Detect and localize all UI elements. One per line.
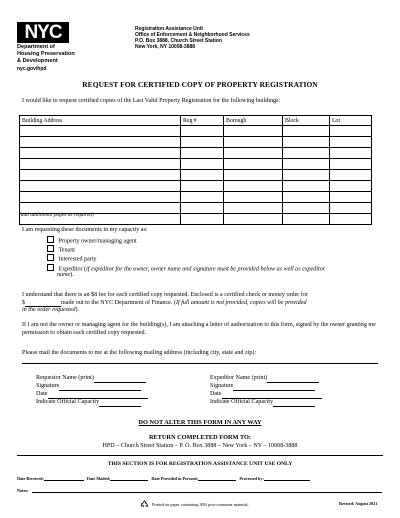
table-note: (add additional pages as required)	[19, 212, 94, 218]
office-use-fields	[17, 476, 310, 481]
expeditor-date-field[interactable]	[222, 392, 322, 399]
requestor-date-field[interactable]	[48, 392, 148, 399]
notes-field[interactable]	[32, 492, 382, 493]
cell[interactable]	[330, 137, 372, 148]
cell[interactable]	[20, 159, 181, 170]
checkbox[interactable]	[47, 254, 54, 261]
agency-line-2: Housing Preservation	[17, 51, 75, 57]
requestor-signature-field[interactable]	[59, 384, 141, 391]
buildings-table	[19, 115, 372, 225]
address-line: P.O. Box 3888, Church Street Station	[135, 38, 222, 44]
option-label: Interested party	[58, 256, 97, 263]
cell[interactable]	[224, 214, 283, 225]
expeditor-capacity-label: Indicate Official Capacity	[210, 399, 274, 405]
requestor-date-label: Date	[36, 391, 48, 397]
table-row[interactable]	[20, 137, 372, 148]
expeditor-name-field[interactable]	[267, 376, 319, 383]
date-received-field[interactable]	[44, 476, 84, 481]
expeditor-note: if expeditor for the owner, owner name and signature must be provided below as well as expeditor	[86, 266, 326, 273]
header-reg-number: Reg #	[181, 116, 224, 126]
requestor-capacity-label: Indicate Official Capacity	[36, 399, 100, 405]
address-line: Office of Enforcement & Neighborhood Services	[135, 32, 250, 38]
requestor-capacity-row[interactable]	[36, 399, 141, 407]
amount-field[interactable]	[25, 300, 61, 307]
cell[interactable]	[224, 203, 283, 214]
cell[interactable]	[181, 214, 224, 225]
intro-text: I would like to request certified copies of the Last Valid Property Registration for the following buildings:	[22, 98, 281, 104]
notes-row	[17, 488, 28, 493]
cell[interactable]	[330, 148, 372, 159]
table-row[interactable]	[20, 159, 372, 170]
cell[interactable]	[224, 148, 283, 159]
return-heading: RETURN COMPLETED FORM TO:	[148, 434, 252, 441]
expeditor-name-row[interactable]	[210, 375, 319, 383]
date-mailed-label: Date Mailed:	[86, 476, 111, 481]
nyc-logo: NYC	[17, 22, 69, 43]
cell[interactable]	[283, 170, 330, 181]
fee-paragraph	[22, 292, 380, 315]
expeditor-note-2: name	[57, 272, 71, 278]
requestor-name-row[interactable]	[36, 375, 146, 383]
table-row[interactable]	[20, 126, 372, 137]
address-line: Registration Assistance Unit	[135, 26, 203, 32]
agency-url: nyc.gov/hpd	[17, 66, 47, 72]
date-received-label: Date Received:	[17, 476, 44, 481]
table-row[interactable]	[20, 192, 372, 203]
authorization-paragraph: If I am not the owner or managing agent for the building(s), I am attaching a letter of authorization to this form, signed by the owner granting me permission to obtain each certified copy requested.	[22, 322, 376, 336]
cell[interactable]	[224, 192, 283, 203]
expeditor-capacity-field[interactable]	[273, 400, 315, 407]
cell[interactable]	[181, 181, 224, 192]
option-expeditor[interactable]	[47, 264, 382, 274]
address-line: New York, NY 10008-3888	[135, 44, 196, 50]
checkbox[interactable]	[47, 264, 54, 271]
capacity-lead: I am requesting these documents in my capacity as:	[22, 227, 148, 233]
cell[interactable]	[181, 126, 224, 137]
checkbox[interactable]	[47, 245, 54, 252]
cell[interactable]	[283, 192, 330, 203]
section-divider	[17, 455, 383, 456]
cell[interactable]	[224, 159, 283, 170]
header-lot: Lot	[330, 116, 372, 126]
office-use-heading: THIS SECTION IS FOR REGISTRATION ASSISTANCE UNIT USE ONLY	[107, 461, 293, 467]
notes-label: Notes:	[17, 488, 29, 493]
option-label: Tenant	[58, 247, 75, 254]
expeditor-signature-label: Signature	[210, 383, 234, 389]
option-interested-party[interactable]	[47, 254, 97, 264]
cell[interactable]	[330, 170, 372, 181]
cell[interactable]	[283, 181, 330, 192]
header-borough: Borough	[224, 116, 283, 126]
cell[interactable]	[283, 148, 330, 159]
cell[interactable]	[20, 126, 181, 137]
cell[interactable]	[330, 159, 372, 170]
cell[interactable]	[330, 181, 372, 192]
cell[interactable]	[224, 170, 283, 181]
table-header-row	[20, 116, 372, 126]
cell[interactable]	[283, 137, 330, 148]
cell[interactable]	[330, 126, 372, 137]
requestor-capacity-field[interactable]	[99, 400, 141, 407]
agency-line-3: & Development	[17, 58, 58, 64]
expeditor-date-row[interactable]	[210, 391, 322, 399]
cell[interactable]	[283, 159, 330, 170]
cell[interactable]	[20, 181, 181, 192]
expeditor-capacity-row[interactable]	[210, 399, 315, 407]
checkbox[interactable]	[47, 236, 54, 243]
expeditor-name-label: Expeditor Name (print)	[210, 375, 268, 381]
fee-line-3: in the order requested).	[22, 307, 80, 314]
header-building-address: Building Address	[20, 116, 181, 126]
cell[interactable]	[330, 203, 372, 214]
cell[interactable]	[181, 192, 224, 203]
return-address: HPD – Church Street Station – P. O. Box 3888 – New York – NY – 10008-3888	[102, 443, 298, 449]
table-row[interactable]	[20, 148, 372, 159]
cell[interactable]	[20, 137, 181, 148]
cell[interactable]	[20, 170, 181, 181]
recycle-icon	[140, 500, 149, 508]
fee-line-1: I understand that there is an $8 fee for each certified copy requested. Enclosed is a certified check or money order for	[22, 292, 308, 298]
agency-name	[17, 44, 117, 65]
requestor-name-label: Requestor Name (print)	[36, 375, 94, 381]
option-label: Expeditor (	[58, 266, 87, 273]
cell[interactable]	[181, 203, 224, 214]
expeditor-date-label: Date	[210, 391, 222, 397]
table-row[interactable]	[20, 170, 372, 181]
mailing-instruction: Please mail the documents to me at the following mailing address (including city, state and zip):	[22, 350, 257, 356]
table-row[interactable]	[20, 181, 372, 192]
office-address	[135, 26, 250, 50]
do-not-alter-warning: DO NOT ALTER THIS FORM IN ANY WAY	[138, 419, 262, 426]
recycled-text: Printed on paper containing 30% post-consumer material.	[152, 502, 249, 507]
requestor-signature-label: Signature	[36, 383, 60, 389]
cell[interactable]	[181, 159, 224, 170]
date-mailed-field[interactable]	[110, 476, 148, 481]
mailing-address-line[interactable]	[22, 363, 378, 364]
cell[interactable]	[330, 214, 372, 225]
cell[interactable]	[224, 126, 283, 137]
expeditor-note-cont: name).	[57, 272, 74, 278]
cell[interactable]	[224, 181, 283, 192]
processed-by-field[interactable]	[264, 476, 310, 481]
processed-by-label: Processed by:	[239, 476, 264, 481]
date-in-person-field[interactable]	[198, 476, 236, 481]
requestor-date-row[interactable]	[36, 391, 148, 399]
expeditor-signature-field[interactable]	[233, 384, 315, 391]
requestor-signature-row[interactable]	[36, 383, 141, 391]
requestor-name-field[interactable]	[94, 376, 146, 383]
cell[interactable]	[224, 137, 283, 148]
cell[interactable]	[20, 192, 181, 203]
cell[interactable]	[181, 148, 224, 159]
cell[interactable]	[181, 170, 224, 181]
cell[interactable]	[181, 137, 224, 148]
cell[interactable]	[330, 192, 372, 203]
option-label: Property owner/managing agent	[58, 238, 137, 245]
cell[interactable]	[20, 148, 181, 159]
header-block: Block	[283, 116, 330, 126]
revision-date: Revised: August 2021	[339, 501, 378, 506]
recycled-note	[140, 500, 249, 508]
cell[interactable]	[283, 214, 330, 225]
cell[interactable]	[283, 126, 330, 137]
form-title: REQUEST FOR CERTIFIED COPY OF PROPERTY REGISTRATION	[82, 80, 318, 89]
fee-line-2: $ made out to the NYC Department of Finance. (If full amount is not provided, copies will be provided	[22, 299, 307, 306]
cell[interactable]	[283, 203, 330, 214]
expeditor-signature-row[interactable]	[210, 383, 315, 391]
agency-line-1: Department of	[17, 44, 55, 50]
date-in-person-label: Date Provided in Person#:	[151, 476, 199, 481]
